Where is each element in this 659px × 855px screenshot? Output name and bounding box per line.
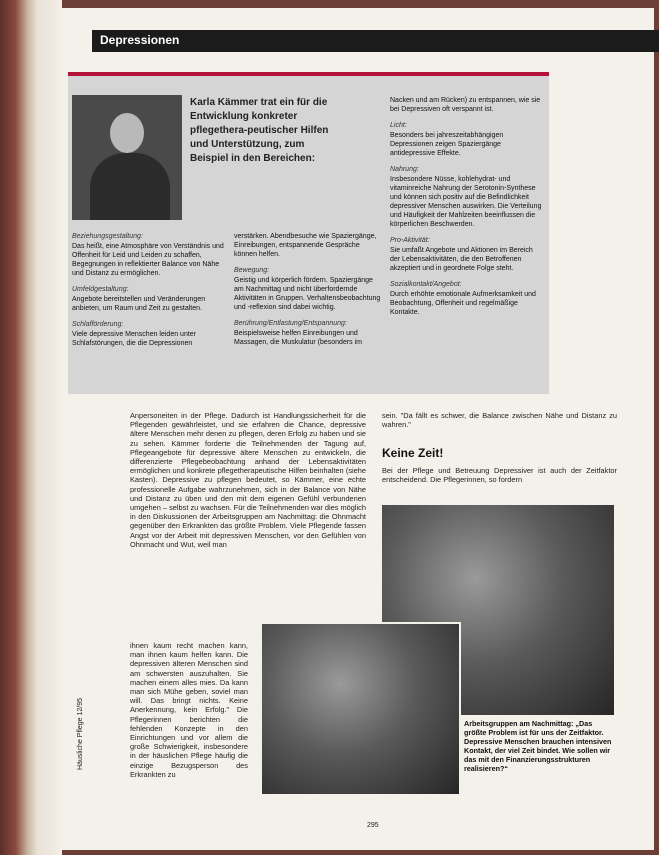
article-col-1-mid: ihnen kaum recht machen kann, man ihnen kaum helfen kann. Die depressiven älteren Menschen sind am schwersten auszuhalten. Sie machen einem alles mies. Da kann man sich Mühe geben, soviel man will. Das bringt nichts. Keine Anerkennung, kein Erfolg." Die Pflegerinnen berichten die fehlenden Konzepte in den Einrichtungen und vor allem die große Schwierigkeit, insbesondere in der häuslichen Pflege häufig die einzige Bezugsperson des Erkrankten zu: [130, 641, 248, 779]
section-header-bar: [92, 30, 659, 52]
box-heading: Sozialkontakt/Angebot:: [390, 281, 462, 288]
page-number: 295: [367, 822, 379, 829]
box-heading: Schlafförderung:: [72, 321, 124, 328]
box-text: Nacken und am Rücken) zu entspannen, wie sie bei Depressiven oft verspannt ist.: [390, 97, 541, 113]
workshop-photo-left: [260, 622, 461, 796]
book-edge: [0, 0, 62, 855]
box-text: Viele depressive Menschen leiden unter Schlafstörungen, die die Depressionen: [72, 331, 197, 347]
box-text: Besonders bei jahreszeitabhängigen Depressionen zeigen Spaziergänge antidepressive Effekte.: [390, 132, 504, 157]
section-title: Keine Zeit!: [382, 446, 444, 460]
article-col-2-top: sein. "Da fällt es schwer, die Balance zwischen Nähe und Distanz zu wahren.": [382, 411, 617, 430]
info-box-col-2: [234, 232, 384, 354]
photo-caption: Arbeitsgruppen am Nachmittag: „Das größte Problem ist für uns der Zeitfaktor. Depressive Menschen brauchen intensiven Kontakt, der viel Zeit bindet. Wie sollen wir das mit den Finanzierungsstrukturen realisieren?“: [464, 719, 612, 773]
box-text: Durch erhöhte emotionale Aufmerksamkeit und Beobachtung, Offenheit und regelmäßige Kontakte.: [390, 291, 536, 316]
box-text: Geistig und körperlich fördern. Spaziergänge am Nachmittag und nicht überfordernde Aktivitäten in Gruppen. Verhaltensbeobachtung und -reflexion sind dabei wichtig.: [234, 277, 381, 311]
box-text: Das heißt, eine Atmosphäre von Verständnis und Offenheit für Leid und Leiden zu schaffen, Begegnungen in reflektierter Balance von Nähe und Distanz zu ermöglichen.: [72, 243, 224, 277]
box-heading: Licht:: [390, 122, 407, 129]
box-quote: Karla Kämmer trat ein für die Entwicklung konkreter pflegethera-peutischer Hilfen und Unterstützung, zum Beispiel in den Bereichen:: [190, 97, 329, 164]
portrait-body: [90, 153, 170, 220]
info-box-col-1: [72, 232, 226, 355]
box-text: Angebote bereitstellen und Veränderungen anbieten, um Raum und Zeit zu gestalten.: [72, 296, 206, 312]
box-text: Beispielsweise helfen Einreibungen und Massagen, die Muskulatur (besonders im: [234, 330, 363, 346]
portrait-photo: [72, 95, 182, 220]
box-text: Insbesondere Nüsse, kohlehydrat- und vitaminreiche Nahrung der Serotonin-Synthese und können sich positiv auf die Befindlichkeit depressiver Menschen auswirken. Die Verteilung und Häufigkeit der Mahlzeiten beeinflussen die körperlichen Beschwerden.: [390, 176, 542, 228]
box-heading: Berührung/Entlastung/Entspannung:: [234, 320, 347, 327]
box-heading: Umfeldgestaltung:: [72, 286, 129, 293]
box-heading: Nahrung:: [390, 166, 419, 173]
box-text: Sie umfaßt Angebote und Aktionen im Bereich der Lebensaktivitäten, die den Betroffenen akzeptiert und in geordnete Folge steht.: [390, 247, 533, 272]
photo-shading: [262, 624, 459, 794]
info-box-col-3: [390, 96, 544, 324]
article-col-1-top: Anpersoneiten in der Pflege. Dadurch ist Handlungssicherheit für die Pflegenden gewährleistet, und sie erfahren die Chance, depressive ältere Menschen mehr denen zu pflegen, deren Erfolg zu haben und sie zu sehen. Kämmer forderte die Teilnehmenden der Tagung auf, Pflegeangebote für depressive ältere Menschen zu entwickeln, die differenzierte Pflegebeobachtung anhand der Lebensaktivitäten ermöglichen und konkrete pflegetherapeutische Hilfen beinhalten (siehe Kasten). Depressive zu pflegen bedeutet, so Kämmer, eine echte professionelle Aufgabe wahrzunehmen, sich in der Balance von Nähe und Distanz zu üben und den mit dem eigenen Gefühl verbundenen umgehen – selbst zu wachsen. Für die Teilnehmenden war dies möglich in den Diskussionen der Arbeitsgruppen am Nachmittag: die Ohnmacht gegenüber den Erkrankten das größte Problem. Viele Pflegende fassen Angst vor der Arbeit mit depressiven Menschen, vor den Gefühlen von Ohnmacht und Wut, weil man: [130, 411, 366, 549]
journal-side-label: Häusliche Pflege 12/95: [77, 698, 84, 770]
box-heading: Pro-Aktivität:: [390, 237, 430, 244]
box-text: verstärken. Abendbesuche wie Spaziergänge, Einreibungen, entspannende Gespräche können helfen.: [234, 233, 377, 258]
box-heading: Bewegung:: [234, 267, 270, 274]
section-header-title: Depressionen: [100, 33, 180, 47]
article-col-2-text: Bei der Pflege und Betreuung Depressiver ist auch der Zeitfaktor entscheidend. Die Pflegerinnen, so fordern: [382, 466, 617, 485]
box-heading: Beziehungsgestaltung:: [72, 233, 143, 240]
portrait-head: [110, 113, 144, 153]
